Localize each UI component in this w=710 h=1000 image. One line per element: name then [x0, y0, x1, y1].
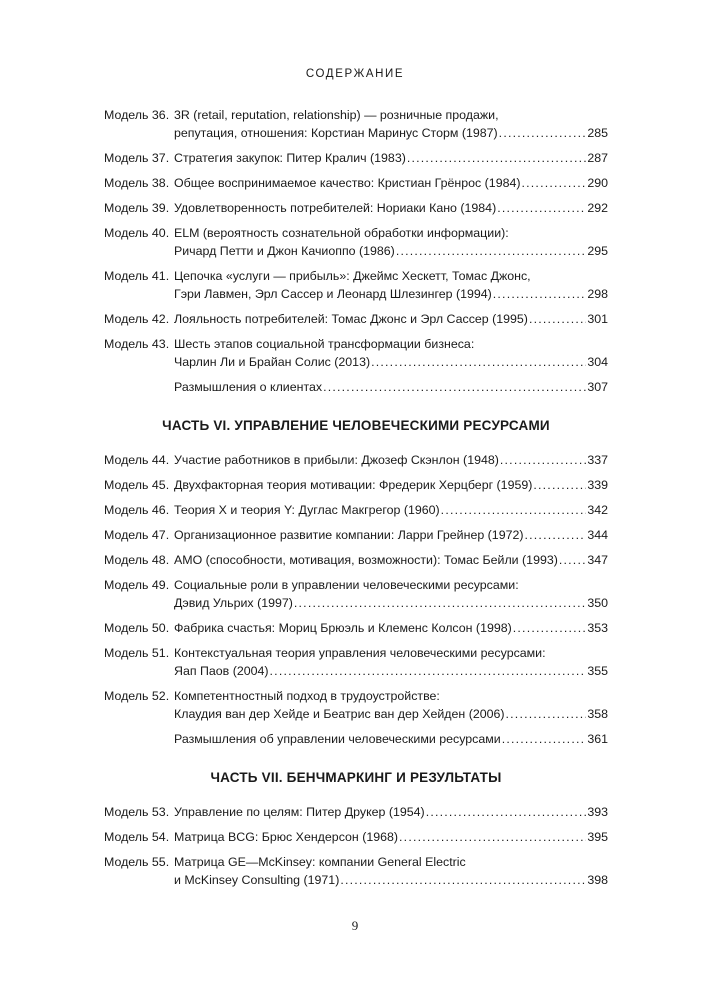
toc-entry[interactable] [104, 803, 608, 821]
toc-entry[interactable] [104, 310, 608, 328]
entry-title: Матрица BCG: Брюс Хендерсон (1968) [174, 830, 399, 844]
page-ref: 339 [587, 478, 608, 492]
dot-leader [396, 242, 587, 260]
entry-title: Социальные роли в управлении человеческими ресурсами: [174, 578, 519, 592]
dot-leader [294, 594, 586, 612]
model-label: Модель 53. [104, 805, 170, 819]
toc-entry[interactable] [104, 224, 608, 260]
model-label: Модель 46. [104, 503, 170, 517]
model-label: Модель 43. [104, 337, 170, 351]
toc-entry[interactable] [104, 199, 608, 217]
toc-entry[interactable] [104, 267, 608, 303]
page-ref: 292 [587, 201, 608, 215]
toc-entry[interactable] [104, 644, 608, 680]
page-ref: 301 [587, 312, 608, 326]
entry-title: Контекстуальная теория управления человеческими ресурсами: [174, 646, 546, 660]
dot-leader [502, 730, 587, 748]
model-label: Модель 52. [104, 689, 170, 703]
entry-title: Клаудия ван дер Хейде и Беатрис ван дер Хейден (2006) [174, 707, 505, 721]
page-ref: 337 [587, 453, 608, 467]
dot-leader [559, 551, 586, 569]
model-label: Модель 48. [104, 553, 170, 567]
section-title: ЧАСТЬ VI. УПРАВЛЕНИЕ ЧЕЛОВЕЧЕСКИМИ РЕСУРСАМИ [162, 418, 550, 433]
dot-leader [399, 828, 586, 846]
toc-entry[interactable] [104, 149, 608, 167]
toc-entry[interactable] [104, 476, 608, 494]
page-ref: 295 [587, 244, 608, 258]
page-ref: 287 [587, 151, 608, 165]
entry-title: ELM (вероятность сознательной обработки информации): [174, 226, 509, 240]
entry-title: Двухфакторная теория мотивации: Фредерик Херцберг (1959) [174, 478, 533, 492]
page-ref: 361 [587, 732, 608, 746]
model-label: Модель 45. [104, 478, 170, 492]
page-ref: 344 [587, 528, 608, 542]
page-ref: 285 [587, 126, 608, 140]
entry-title: Фабрика счастья: Мориц Брюэль и Клеменс Колсон (1998) [174, 621, 512, 635]
entry-title: Удовлетворенность потребителей: Нориаки Кано (1984) [174, 201, 497, 215]
entry-title: Цепочка «услуги — прибыль»: Джеймс Хескетт, Томас Джонс, [174, 269, 531, 283]
entry-title: Размышления об управлении человеческими ресурсами [174, 732, 501, 746]
page-ref: 347 [587, 553, 608, 567]
dot-leader [533, 476, 586, 494]
page-ref: 398 [587, 873, 608, 887]
model-label: Модель 44. [104, 453, 170, 467]
model-label: Модель 40. [104, 226, 170, 240]
page-ref: 342 [587, 503, 608, 517]
dot-leader [426, 803, 587, 821]
dot-leader [522, 174, 587, 192]
dot-leader [441, 501, 587, 519]
page-ref: 298 [587, 287, 608, 301]
page-ref: 304 [587, 355, 608, 369]
page-ref: 393 [587, 805, 608, 819]
model-label: Модель 49. [104, 578, 170, 592]
dot-leader [323, 378, 586, 396]
entry-title: Чарлин Ли и Брайан Солис (2013) [174, 355, 371, 369]
dot-leader [493, 285, 587, 303]
page-ref: 353 [587, 621, 608, 635]
entry-title: Организационное развитие компании: Ларри Грейнер (1972) [174, 528, 524, 542]
dot-leader [513, 619, 587, 637]
entry-title: Шесть этапов социальной трансформации бизнеса: [174, 337, 475, 351]
toc-entry[interactable] [104, 730, 608, 748]
entry-title: Яап Паов (2004) [174, 664, 269, 678]
toc-entry[interactable] [104, 378, 608, 396]
toc-entry[interactable] [104, 619, 608, 637]
page-ref: 395 [587, 830, 608, 844]
page-header: СОДЕРЖАНИЕ [305, 68, 405, 80]
model-label: Модель 50. [104, 621, 170, 635]
model-label [104, 378, 174, 396]
toc-entry[interactable] [104, 526, 608, 544]
section-title: ЧАСТЬ VII. БЕНЧМАРКИНГ И РЕЗУЛЬТАТЫ [210, 770, 502, 785]
model-label: Модель 42. [104, 312, 170, 326]
dot-leader [340, 871, 586, 889]
entry-title: Матрица GE—McKinsey: компании General Electric [174, 855, 466, 869]
toc-entry[interactable] [104, 687, 608, 723]
model-label: Модель 41. [104, 269, 170, 283]
dot-leader [500, 451, 586, 469]
entry-title: Лояльность потребителей: Томас Джонс и Эрл Сассер (1995) [174, 312, 528, 326]
page-ref: 350 [587, 596, 608, 610]
entry-title: Управление по целям: Питер Друкер (1954) [174, 805, 425, 819]
model-label: Модель 47. [104, 528, 170, 542]
model-label: Модель 37. [104, 151, 170, 165]
model-label: Модель 39. [104, 201, 170, 215]
model-label [104, 730, 174, 748]
entry-title: Гэри Лавмен, Эрл Сассер и Леонард Шлезингер (1994) [174, 287, 492, 301]
toc-entry[interactable] [104, 853, 608, 889]
entry-title: Дэвид Ульрих (1997) [174, 596, 293, 610]
entry-title: Размышления о клиентах [174, 380, 323, 394]
model-label: Модель 54. [104, 830, 170, 844]
dot-leader [499, 124, 587, 142]
page-ref: 358 [587, 707, 608, 721]
model-label: Модель 55. [104, 855, 170, 869]
toc-entry[interactable] [104, 551, 608, 569]
dot-leader [371, 353, 586, 371]
entry-title: Ричард Петти и Джон Качиоппо (1986) [174, 244, 395, 258]
dot-leader [270, 662, 587, 680]
page-ref: 307 [587, 380, 608, 394]
entry-title: Стратегия закупок: Питер Кралич (1983) [174, 151, 406, 165]
dot-leader [407, 149, 586, 167]
page-number: 9 [351, 918, 359, 933]
model-label: Модель 38. [104, 176, 170, 190]
entry-title: и McKinsey Consulting (1971) [174, 873, 340, 887]
entry-title: 3R (retail, reputation, relationship) — розничные продажи, [174, 108, 499, 122]
toc-entry[interactable] [104, 335, 608, 371]
dot-leader [525, 526, 587, 544]
model-label: Модель 51. [104, 646, 170, 660]
entry-title: Компетентностный подход в трудоустройстве: [174, 689, 440, 703]
entry-title: AMO (способности, мотивация, возможности): Томас Бейли (1993) [174, 553, 558, 567]
toc-entry[interactable] [104, 501, 608, 519]
entry-title: Участие работников в прибыли: Джозеф Скэнлон (1948) [174, 453, 499, 467]
dot-leader [529, 310, 586, 328]
page-ref: 355 [587, 664, 608, 678]
table-of-contents [104, 106, 608, 896]
dot-leader [497, 199, 586, 217]
model-label: Модель 36. [104, 108, 170, 122]
entry-title: Общее воспринимаемое качество: Кристиан Грёнрос (1984) [174, 176, 521, 190]
toc-entry[interactable] [104, 828, 608, 846]
toc-entry[interactable] [104, 106, 608, 142]
page-ref: 290 [587, 176, 608, 190]
dot-leader [506, 705, 587, 723]
toc-entry[interactable] [104, 451, 608, 469]
toc-entry[interactable] [104, 174, 608, 192]
toc-entry[interactable] [104, 576, 608, 612]
entry-title: Теория X и теория Y: Дуглас Макгрегор (1960) [174, 503, 440, 517]
entry-title: репутация, отношения: Корстиан Маринус Сторм (1987) [174, 126, 498, 140]
